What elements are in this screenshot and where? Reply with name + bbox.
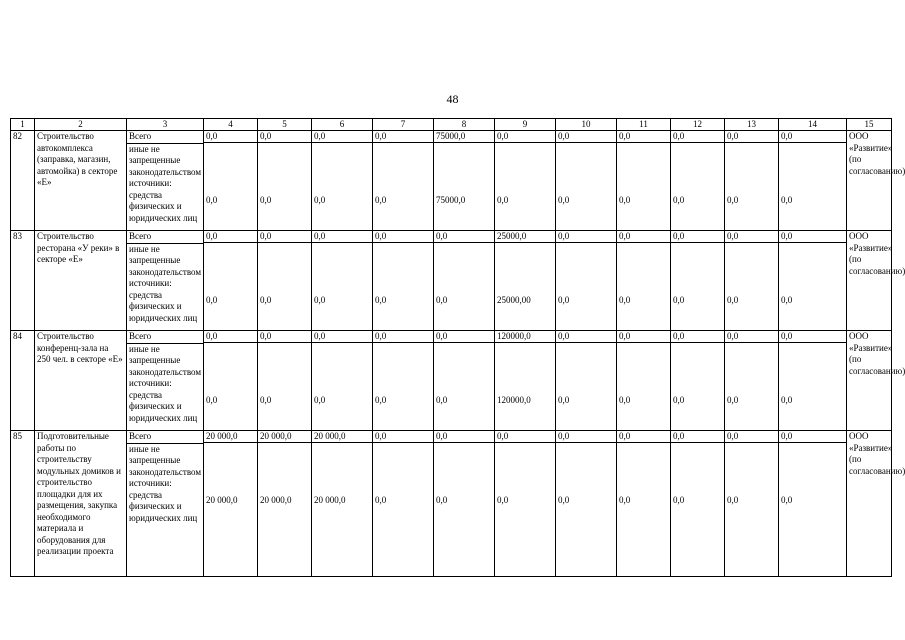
total-value: 0,0 xyxy=(671,431,724,443)
value-cell xyxy=(617,331,671,431)
source-value: 0,0 xyxy=(781,195,793,205)
column-header: 8 xyxy=(434,119,495,131)
column-header: 10 xyxy=(556,119,617,131)
funding-sources-label: иные не запрещенные законодательством источники: средства физических и юридических лиц xyxy=(129,343,202,423)
table-row xyxy=(11,331,892,431)
total-value: 0,0 xyxy=(258,131,311,143)
source-value: 0,0 xyxy=(206,295,218,305)
value-cell xyxy=(671,331,725,431)
header-row xyxy=(11,119,892,131)
total-value: 0,0 xyxy=(779,331,846,343)
total-value: 0,0 xyxy=(434,331,494,343)
total-value: 0,0 xyxy=(434,231,494,243)
source-value: 0,0 xyxy=(436,495,448,505)
total-value: 0,0 xyxy=(373,331,433,343)
source-value: 0,0 xyxy=(314,195,326,205)
total-value: 0,0 xyxy=(671,231,724,243)
value-cell xyxy=(617,231,671,331)
funding-sources-label: иные не запрещенные законодательством источники: средства физических и юридических лиц xyxy=(129,143,202,223)
value-cell xyxy=(725,231,779,331)
column-header: 3 xyxy=(127,119,204,131)
source-value: 20 000,0 xyxy=(314,495,346,505)
value-cell xyxy=(725,431,779,577)
total-value: 20 000,0 xyxy=(258,431,311,443)
total-value: 0,0 xyxy=(373,131,433,143)
total-value: 0,0 xyxy=(779,431,846,443)
table-row xyxy=(11,431,892,577)
total-value: 0,0 xyxy=(556,131,616,143)
column-header: 2 xyxy=(35,119,127,131)
row-number: 85 xyxy=(11,431,35,577)
row-number: 84 xyxy=(11,331,35,431)
value-cell xyxy=(495,231,556,331)
funding-total-label: Всего xyxy=(127,131,203,144)
program-table xyxy=(10,118,905,577)
source-value: 0,0 xyxy=(497,195,509,205)
measure-name: Строительство ресторана «У реки» в секторе «Е» xyxy=(35,231,127,331)
value-cell xyxy=(779,431,847,577)
page-number: 48 xyxy=(446,92,459,106)
funding-source-cell xyxy=(127,231,204,331)
source-value: 0,0 xyxy=(619,195,631,205)
value-cell xyxy=(617,431,671,577)
source-value: 0,0 xyxy=(727,195,739,205)
total-value: 0,0 xyxy=(373,231,433,243)
source-value: 0,0 xyxy=(436,395,448,405)
total-value: 0,0 xyxy=(495,131,555,143)
total-value: 0,0 xyxy=(725,231,778,243)
column-header: 12 xyxy=(671,119,725,131)
source-value: 0,0 xyxy=(781,295,793,305)
value-cell xyxy=(204,331,258,431)
total-value: 0,0 xyxy=(725,131,778,143)
source-value: 0,0 xyxy=(558,495,570,505)
column-header: 9 xyxy=(495,119,556,131)
source-value: 0,0 xyxy=(619,395,631,405)
value-cell xyxy=(204,131,258,231)
source-value: 0,0 xyxy=(727,295,739,305)
funding-source-cell xyxy=(127,131,204,231)
value-cell xyxy=(617,131,671,231)
column-header: 7 xyxy=(373,119,434,131)
value-cell xyxy=(495,131,556,231)
column-header: 15 xyxy=(847,119,892,131)
source-value: 0,0 xyxy=(727,495,739,505)
total-value: 75000,0 xyxy=(434,131,494,143)
column-header: 5 xyxy=(258,119,312,131)
value-cell xyxy=(258,431,312,577)
value-cell xyxy=(434,331,495,431)
row-number: 82 xyxy=(11,131,35,231)
source-value: 0,0 xyxy=(673,295,685,305)
funding-sources-label: иные не запрещенные законодательством источники: средства физических и юридических лиц xyxy=(129,443,202,523)
source-value: 0,0 xyxy=(375,495,387,505)
value-cell xyxy=(373,431,434,577)
value-cell xyxy=(258,331,312,431)
value-cell xyxy=(725,331,779,431)
source-value: 120000,0 xyxy=(497,395,531,405)
column-header: 4 xyxy=(204,119,258,131)
total-value: 0,0 xyxy=(258,231,311,243)
column-header: 13 xyxy=(725,119,779,131)
total-value: 0,0 xyxy=(434,431,494,443)
table-row xyxy=(11,131,892,231)
value-cell xyxy=(671,431,725,577)
value-cell xyxy=(312,231,373,331)
funding-source-cell xyxy=(127,431,204,577)
value-cell xyxy=(312,331,373,431)
value-cell xyxy=(556,131,617,231)
total-value: 0,0 xyxy=(671,331,724,343)
total-value: 0,0 xyxy=(258,331,311,343)
source-value: 0,0 xyxy=(497,495,509,505)
source-value: 0,0 xyxy=(673,395,685,405)
total-value: 0,0 xyxy=(373,431,433,443)
executor: ООО «Развитие» (по согласованию) xyxy=(847,331,892,431)
source-value: 0,0 xyxy=(673,495,685,505)
source-value: 0,0 xyxy=(781,495,793,505)
value-cell xyxy=(373,331,434,431)
total-value: 0,0 xyxy=(204,331,257,343)
total-value: 0,0 xyxy=(725,331,778,343)
measure-name: Строительство конференц-зала на 250 чел. в секторе «Е» xyxy=(35,331,127,431)
total-value: 20 000,0 xyxy=(204,431,257,443)
source-value: 0,0 xyxy=(375,195,387,205)
funding-total-label: Всего xyxy=(127,331,203,344)
total-value: 0,0 xyxy=(312,231,372,243)
source-value: 0,0 xyxy=(260,195,272,205)
source-value: 0,0 xyxy=(558,395,570,405)
source-value: 0,0 xyxy=(436,295,448,305)
total-value: 0,0 xyxy=(617,431,670,443)
total-value: 0,0 xyxy=(725,431,778,443)
value-cell xyxy=(312,131,373,231)
value-cell xyxy=(258,231,312,331)
total-value: 0,0 xyxy=(204,131,257,143)
value-cell xyxy=(556,331,617,431)
row-number: 83 xyxy=(11,231,35,331)
source-value: 0,0 xyxy=(260,395,272,405)
total-value: 0,0 xyxy=(312,131,372,143)
table-row xyxy=(11,231,892,331)
value-cell xyxy=(495,331,556,431)
value-cell xyxy=(556,231,617,331)
executor: ООО «Развитие» (по согласованию) xyxy=(847,131,892,231)
source-value: 0,0 xyxy=(619,295,631,305)
source-value: 0,0 xyxy=(206,195,218,205)
source-value: 0,0 xyxy=(206,395,218,405)
funding-sources-label: иные не запрещенные законодательством источники: средства физических и юридических лиц xyxy=(129,243,202,323)
value-cell xyxy=(204,431,258,577)
total-value: 0,0 xyxy=(556,431,616,443)
value-cell xyxy=(258,131,312,231)
total-value: 0,0 xyxy=(556,331,616,343)
source-value: 0,0 xyxy=(727,395,739,405)
value-cell xyxy=(495,431,556,577)
source-value: 0,0 xyxy=(781,395,793,405)
total-value: 25000,0 xyxy=(495,231,555,243)
value-cell xyxy=(204,231,258,331)
value-cell xyxy=(671,131,725,231)
funding-total-label: Всего xyxy=(127,431,203,444)
total-value: 0,0 xyxy=(204,231,257,243)
column-header: 14 xyxy=(779,119,847,131)
funding-total-label: Всего xyxy=(127,231,203,244)
value-cell xyxy=(434,231,495,331)
source-value: 0,0 xyxy=(558,195,570,205)
column-header: 6 xyxy=(312,119,373,131)
total-value: 20 000,0 xyxy=(312,431,372,443)
measure-name: Строительство автокомплекса (заправка, магазин, автомойка) в секторе «Е» xyxy=(35,131,127,231)
source-value: 20 000,0 xyxy=(260,495,292,505)
value-cell xyxy=(779,231,847,331)
total-value: 0,0 xyxy=(495,431,555,443)
value-cell xyxy=(373,231,434,331)
source-value: 0,0 xyxy=(375,295,387,305)
total-value: 0,0 xyxy=(779,231,846,243)
total-value: 0,0 xyxy=(671,131,724,143)
executor: ООО «Развитие» (по согласованию) xyxy=(847,431,892,577)
funding-source-cell xyxy=(127,331,204,431)
value-cell xyxy=(671,231,725,331)
executor: ООО «Развитие» (по согласованию) xyxy=(847,231,892,331)
total-value: 0,0 xyxy=(779,131,846,143)
source-value: 0,0 xyxy=(375,395,387,405)
source-value: 0,0 xyxy=(673,195,685,205)
value-cell xyxy=(779,131,847,231)
total-value: 0,0 xyxy=(312,331,372,343)
total-value: 0,0 xyxy=(617,231,670,243)
source-value: 0,0 xyxy=(619,495,631,505)
measure-name: Подготовительные работы по строительству модульных домиков и строительство площадки для их размещения, закупка необходимого материала и оборудования для реализации проекта xyxy=(35,431,127,577)
total-value: 120000,0 xyxy=(495,331,555,343)
total-value: 0,0 xyxy=(617,131,670,143)
source-value: 0,0 xyxy=(260,295,272,305)
value-cell xyxy=(779,331,847,431)
value-cell xyxy=(434,431,495,577)
source-value: 0,0 xyxy=(314,295,326,305)
value-cell xyxy=(556,431,617,577)
value-cell xyxy=(312,431,373,577)
column-header: 1 xyxy=(11,119,35,131)
total-value: 0,0 xyxy=(556,231,616,243)
source-value: 75000,0 xyxy=(436,195,466,205)
value-cell xyxy=(725,131,779,231)
total-value: 0,0 xyxy=(617,331,670,343)
value-cell xyxy=(373,131,434,231)
source-value: 20 000,0 xyxy=(206,495,238,505)
value-cell xyxy=(434,131,495,231)
source-value: 0,0 xyxy=(558,295,570,305)
column-header: 11 xyxy=(617,119,671,131)
source-value: 0,0 xyxy=(314,395,326,405)
source-value: 25000,00 xyxy=(497,295,531,305)
